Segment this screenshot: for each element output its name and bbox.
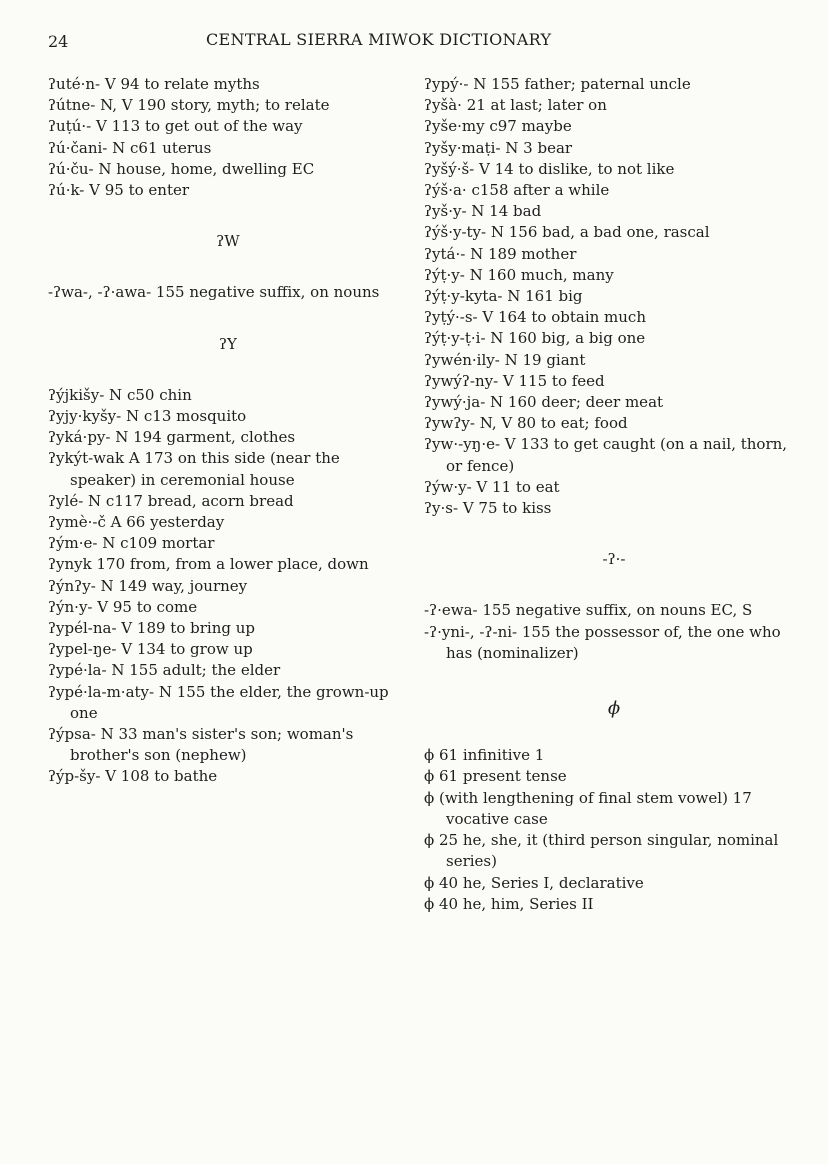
dictionary-entry: ϕ 25 he, she, it (third person singular, nominal series) (424, 831, 779, 871)
dictionary-entry: ϕ 61 infinitive 1 (424, 746, 545, 765)
page-title: CENTRAL SIERRA MIWOK DICTIONARY (206, 30, 552, 49)
dictionary-entry: ʔýṭ·y-ṭ·i- N 160 big, a big one (424, 329, 646, 348)
dictionary-entry: ʔywʔy- N, V 80 to eat; food (424, 414, 628, 433)
dictionary-entry: ʔytá·- N 189 mother (424, 244, 577, 263)
dictionary-entry: ϕ 61 present tense (424, 767, 567, 786)
dictionary-entry: ϕ 40 he, Series I, declarative (424, 873, 644, 892)
section-heading-phi: ϕ (607, 698, 621, 720)
left-column (48, 74, 408, 788)
dictionary-entry: ʔýjkišy- N c50 chin (48, 385, 192, 404)
dictionary-entry: ϕ (with lengthening of final stem vowel) 17 vocative case (424, 788, 752, 828)
dictionary-entry: ʔypý·- N 155 father; paternal uncle (424, 75, 691, 93)
section-heading-w: ʔW (216, 232, 240, 251)
page-number: 24 (48, 32, 69, 51)
dictionary-entry: ʔýš·a· c158 after a while (424, 181, 610, 200)
dictionary-entry: ʔyṭý·-s- V 164 to obtain much (424, 308, 646, 327)
dictionary-entry: ʔylé- N c117 bread, acorn bread (48, 491, 294, 510)
dictionary-entry: ʔýw·y- V 11 to eat (424, 477, 560, 496)
dictionary-entry: ʔywén·ily- N 19 giant (424, 350, 586, 369)
entry-group-glottal (424, 600, 804, 664)
dictionary-entry: ʔuté·n- V 94 to relate myths (48, 75, 260, 93)
dictionary-entry: ʔypé·la- N 155 adult; the elder (48, 661, 281, 680)
dictionary-entry: ʔýp-šy- V 108 to bathe (48, 767, 218, 786)
dictionary-entry: ʔywýʔ-ny- V 115 to feed (424, 371, 605, 390)
entry-group-w (48, 282, 408, 303)
dictionary-entry: ʔywý·ja- N 160 deer; deer meat (424, 393, 664, 412)
dictionary-entry: ʔypél-na- V 189 to bring up (48, 619, 255, 638)
dictionary-entry: ϕ 40 he, him, Series II (424, 894, 594, 913)
entry-group-phi (424, 745, 804, 915)
dictionary-entry: ʔým·e- N c109 mortar (48, 534, 215, 553)
dictionary-entry: ʔýš·y-ty- N 156 bad, a bad one, rascal (424, 223, 710, 242)
dictionary-entry: ʔyšý·š- V 14 to dislike, to not like (424, 159, 675, 178)
dictionary-entry: ʔyšà· 21 at last; later on (424, 96, 607, 115)
dictionary-entry: ʔyká·py- N 194 garment, clothes (48, 428, 296, 447)
dictionary-entry: ʔú·čani- N c61 uterus (48, 138, 212, 157)
dictionary-entry: ʔýṭ·y-kyta- N 161 big (424, 287, 583, 306)
dictionary-entry: ʔy·s- V 75 to kiss (424, 499, 552, 518)
dictionary-entry: ʔykýt-wak A 173 on this side (near the speaker) in ceremonial house (48, 449, 340, 489)
dictionary-entry: ʔú·ču- N house, home, dwelling EC (48, 159, 315, 178)
dictionary-entry: ʔynyk 170 from, from a lower place, down (48, 555, 369, 574)
dictionary-entry: ʔyše·my c97 maybe (424, 117, 572, 136)
dictionary-entry: -ʔwa-, -ʔ·awa- 155 negative suffix, on nouns (48, 283, 380, 302)
dictionary-entry: ʔútne- N, V 190 story, myth; to relate (48, 96, 330, 115)
entry-group-y-continued (424, 74, 804, 519)
dictionary-entry: -ʔ·yni-, -ʔ-ni- 155 the possessor of, the one who has (nominalizer) (424, 622, 781, 662)
dictionary-entry: ʔýṭ·y- N 160 much, many (424, 265, 614, 284)
dictionary-entry: ʔymè·-č A 66 yesterday (48, 513, 225, 532)
dictionary-entry: ʔuṭú·- V 113 to get out of the way (48, 117, 303, 136)
dictionary-entry: ʔyš·y- N 14 bad (424, 202, 542, 221)
section-heading-glottal: -ʔ·- (602, 550, 626, 569)
dictionary-entry: -ʔ·ewa- 155 negative suffix, on nouns EC, S (424, 601, 753, 620)
dictionary-entry: ʔú·k- V 95 to enter (48, 181, 190, 200)
dictionary-entry: ʔýn·y- V 95 to come (48, 597, 198, 616)
dictionary-entry: ʔýpsa- N 33 man's sister's son; woman's brother's son (nephew) (48, 725, 354, 765)
dictionary-entry: ʔypel-ŋe- V 134 to grow up (48, 640, 253, 659)
dictionary-entry: ʔýnʔy- N 149 way, journey (48, 576, 248, 595)
entry-group-y (48, 385, 408, 788)
section-heading-y: ʔY (219, 334, 237, 353)
dictionary-entry: ʔypé·la-m·aty- N 155 the elder, the grown-up one (48, 682, 389, 722)
dictionary-entry: ʔyw·-yŋ·e- V 133 to get caught (on a nail, thorn, or fence) (424, 435, 788, 475)
dictionary-entry: ʔyšy·maṭi- N 3 bear (424, 138, 573, 157)
right-column (424, 74, 804, 915)
entry-group-u (48, 74, 408, 201)
dictionary-entry: ʔyjy·kyšy- N c13 mosquito (48, 407, 247, 426)
